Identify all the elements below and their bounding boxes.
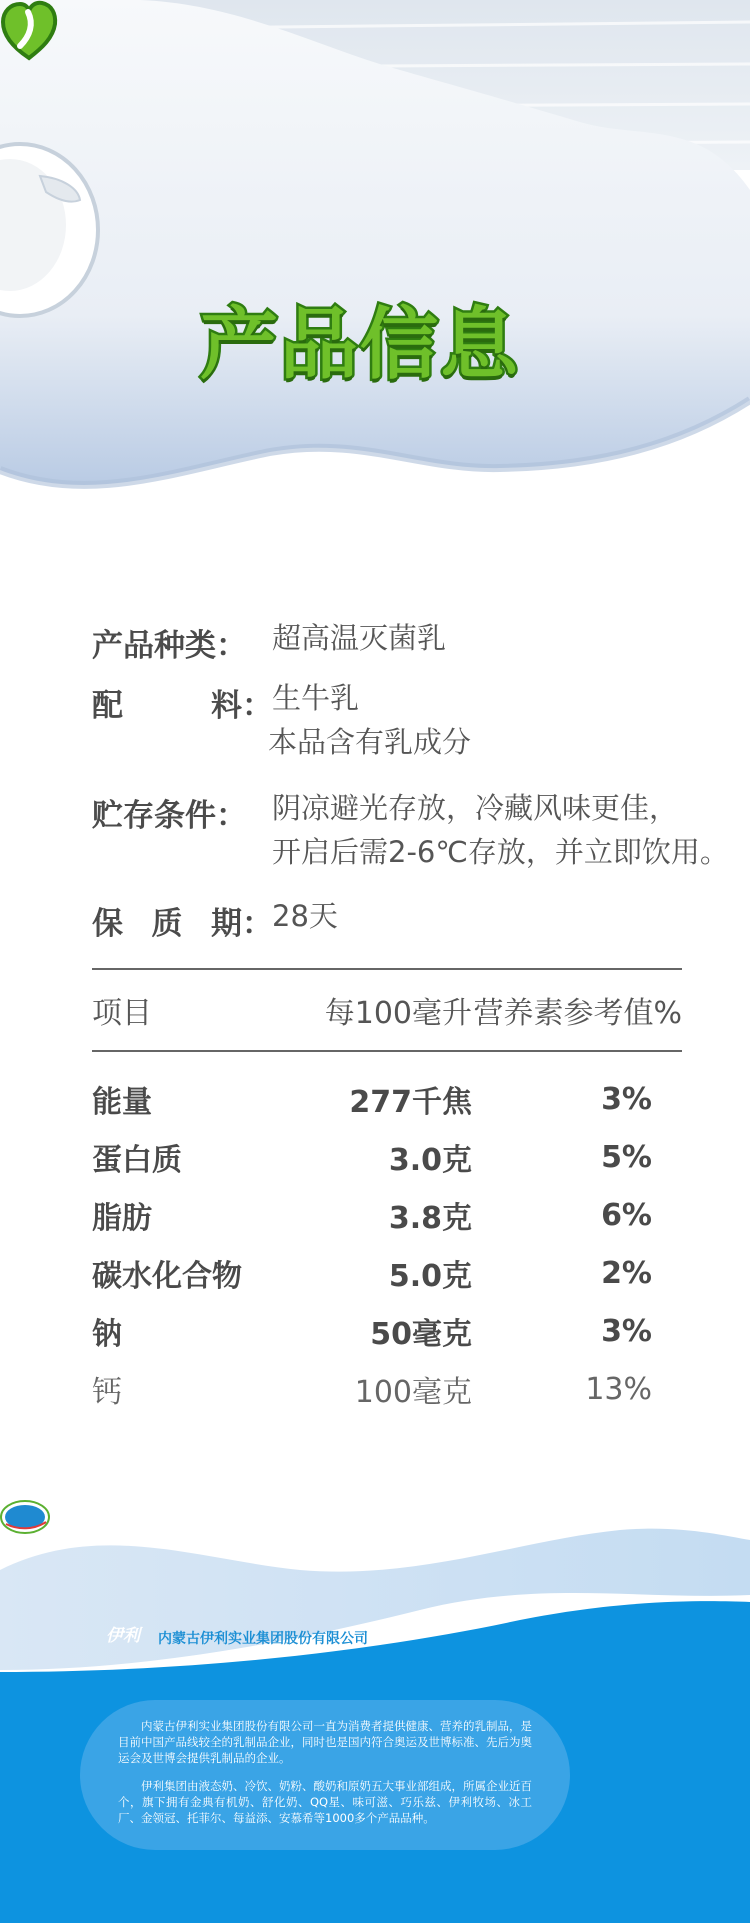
info-row-ingredients	[92, 680, 712, 790]
info-label-ingredients-1: 配	[92, 688, 123, 724]
info-value-category: 超高温灭菌乳	[272, 621, 447, 655]
header-item: 项目	[92, 996, 152, 1031]
footer	[0, 1500, 750, 1923]
table-row: 钠 50毫克 3%	[92, 1313, 652, 1352]
info-colon: ：	[216, 628, 247, 664]
info-colon: ：	[242, 906, 273, 942]
table-row: 脂肪 3.8克 6%	[92, 1197, 652, 1236]
yili-logo-icon	[0, 1500, 50, 1534]
info-row-category	[92, 620, 712, 680]
info-value-ingredients-2: 本品含有乳成分	[268, 725, 472, 759]
info-row-shelf-life	[92, 898, 712, 958]
info-label-shelf-life-3: 期	[211, 906, 242, 942]
info-value-storage-2: 开启后需2-6℃存放，并立即饮用。	[272, 835, 729, 869]
about-paragraph-2: 伊利集团由液态奶、冷饮、奶粉、酸奶和原奶五大事业部组成，所属企业近百个，旗下拥有金典有机奶、舒化奶、QQ星、味可滋、巧乐兹、伊利牧场、冰工厂、金领冠、托菲尔、每益添、安慕希等1000多个产品品种。	[118, 1779, 532, 1825]
info-label-shelf-life-2: 质	[151, 906, 183, 942]
info-value-ingredients-1: 生牛乳	[272, 681, 360, 715]
nutrition-table	[92, 968, 682, 1418]
milk-wave-background	[0, 0, 750, 500]
info-label-category: 产品种类	[92, 628, 216, 664]
header-banner	[0, 0, 750, 500]
info-label-ingredients-2: 料	[211, 688, 242, 724]
about-paragraph-1: 内蒙古伊利实业集团股份有限公司一直为消费者提供健康、营养的乳制品，是目前中国产品线较全的乳制品企业，同时也是国内符合奥运及世博标准、先后为奥运会及世博会提供乳制品的企业。	[118, 1719, 532, 1765]
company-name: 内蒙古伊利实业集团股份有限公司	[158, 1631, 368, 1647]
table-row: 蛋白质 3.0克 5%	[92, 1139, 652, 1178]
header-nrv: 营养素参考值%	[473, 996, 682, 1031]
product-info	[92, 620, 729, 958]
info-label-shelf-life-1: 保	[92, 906, 123, 942]
about-text	[118, 1718, 532, 1838]
page-title: 产品信息	[200, 300, 521, 390]
info-value-shelf-life: 28天	[272, 899, 338, 933]
info-colon: ：	[242, 688, 273, 724]
info-value-storage-1: 阴凉避光存放，冷藏风味更佳，	[272, 791, 679, 825]
header-per-100ml: 每100毫升	[324, 996, 472, 1031]
table-row: 钙 100毫克 13%	[92, 1371, 652, 1410]
logo-text: 伊利	[106, 1626, 140, 1646]
info-colon: ：	[216, 798, 247, 834]
heart-icon	[0, 0, 58, 62]
info-row-storage	[92, 790, 729, 898]
table-row: 碳水化合物 5.0克 2%	[92, 1255, 652, 1294]
table-header	[92, 970, 682, 1050]
table-row: 能量 277千焦 3%	[92, 1081, 652, 1120]
info-label-storage: 贮存条件	[92, 798, 216, 834]
